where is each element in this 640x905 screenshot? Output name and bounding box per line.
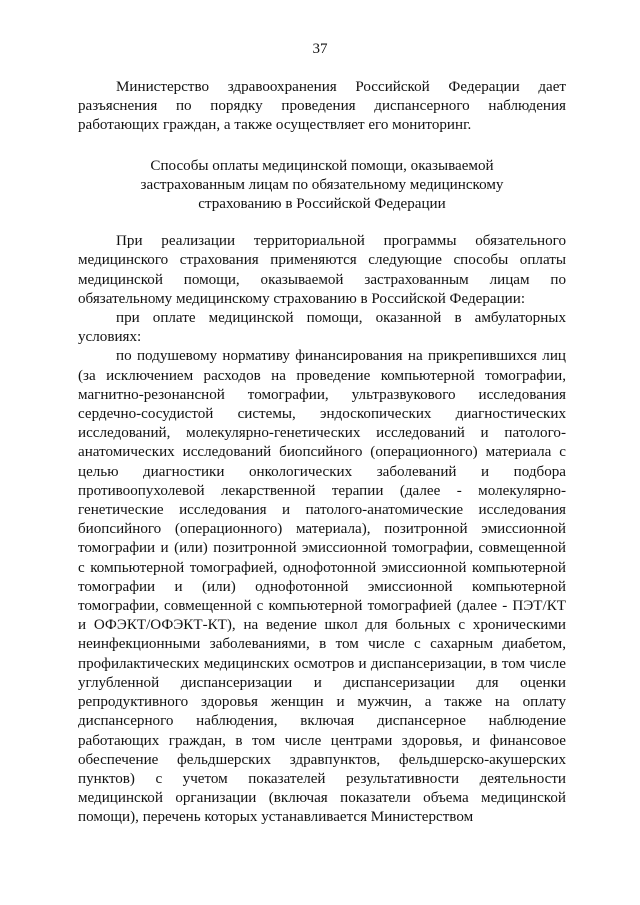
section-heading-line: застрахованным лицам по обязательному медицинскому xyxy=(140,176,504,193)
section-heading-line: страхованию в Российской Федерации xyxy=(198,196,446,213)
paragraph-ministry-clarifications: Министерство здравоохранения Российской Федерации дает разъяснения по порядку проведения диспансерного наблюдения работающих граждан, а также осуществляет его мониторинг. xyxy=(78,79,566,134)
section-heading xyxy=(78,157,566,215)
paragraph-outpatient-conditions: при оплате медицинской помощи, оказанной в амбулаторных условиях: xyxy=(78,310,566,346)
paragraph-payment-methods-intro: При реализации территориальной программы обязательного медицинского страхования применяются следующие способы оплаты медицинской помощи, оказываемой застрахованным лицам по обязательному медицинскому страхованию в Российской Федерации: xyxy=(78,233,566,307)
page-number: 37 xyxy=(312,41,328,57)
document-body xyxy=(78,78,566,828)
section-heading-line: Способы оплаты медицинской помощи, оказываемой xyxy=(150,157,494,174)
paragraph-per-capita-standard: по подушевому нормативу финансирования на прикрепившихся лиц (за исключением расходов на проведение компьютерной томографии, магнитно-резонансной томографии, ультразвукового исследования сердечно-сосудистой системы, эндоскопических диагностических исследований, молекулярно-генетических исследований и патолого-анатомических исследований биопсийного (операционного) материала с целью диагностики онкологических заболеваний и подбора противоопухолевой лекарственной терапии (далее - молекулярно-генетические исследования и патолого-анатомические исследования биопсийного (операционного) материала), позитронной эмиссионной томографии и (или) позитронной эмиссионной томографии, совмещенной с компьютерной томографией, однофотонной эмиссионной компьютерной томографии и (или) однофотонной эмиссионной компьютерной томографии, совмещенной с компьютерной томографией (далее - ПЭТ/КТ и ОФЭКТ/ОФЭКТ-КТ), на ведение школ для больных с хроническими неинфекционными заболеваниями, в том числе с сахарным диабетом, профилактических медицинских осмотров и диспансеризации, в том числе углубленной диспансеризации и диспансеризации для оценки репродуктивного здоровья женщин и мужчин, а также на оплату диспансерного наблюдения, включая диспансерное наблюдение работающих граждан, в том числе центрами здоровья, и финансовое обеспечение фельдшерских здравпунктов, фельдшерско-акушерских пунктов) с учетом показателей результативности деятельности медицинской организации (включая показатели объема медицинской помощи), перечень которых устанавливается Министерством xyxy=(78,348,566,826)
